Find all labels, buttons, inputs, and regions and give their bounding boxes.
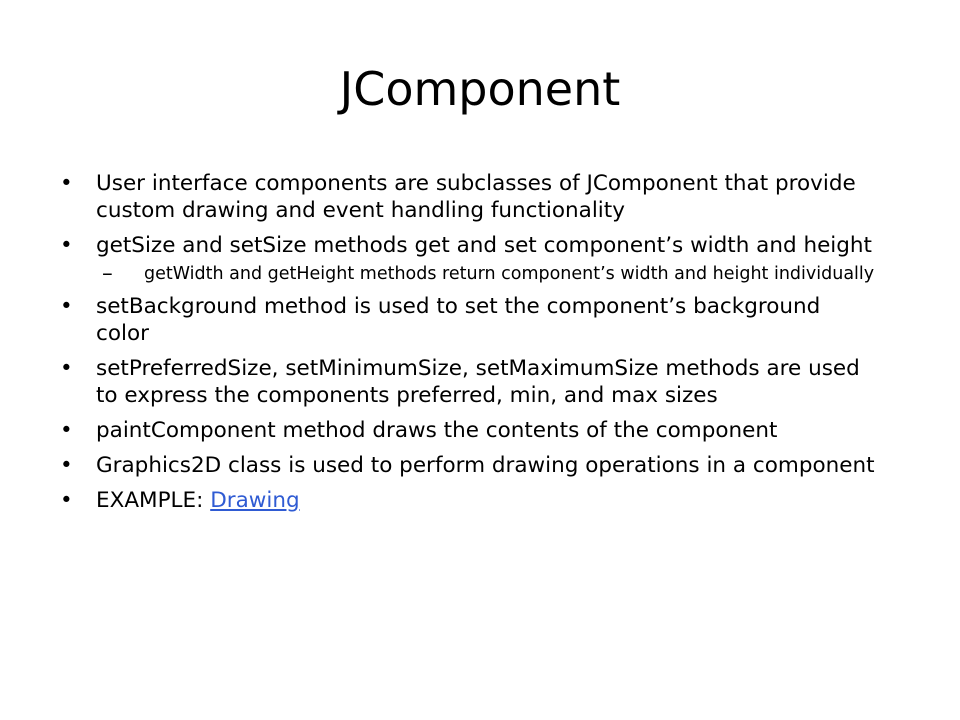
bullet-icon: • — [60, 356, 73, 381]
bullet-item — [56, 293, 876, 347]
bullet-text: getSize and setSize methods get and set component’s width and height — [96, 233, 872, 258]
bullet-item — [56, 232, 876, 285]
bullet-icon: • — [60, 418, 73, 443]
bullet-item — [56, 487, 876, 514]
bullet-text: User interface components are subclasses of JComponent that provide custom drawing and event handling functionality — [96, 171, 856, 223]
bullet-list — [56, 170, 876, 522]
bullet-icon: • — [60, 453, 73, 478]
bullet-text: Graphics2D class is used to perform drawing operations in a component — [96, 453, 875, 478]
bullet-icon: • — [60, 233, 73, 258]
sub-bullet-text: getWidth and getHeight methods return component’s width and height individually — [144, 264, 875, 284]
bullet-text: paintComponent method draws the contents of the component — [96, 418, 778, 443]
bullet-text: setBackground method is used to set the component’s background color — [96, 294, 821, 346]
bullet-item — [56, 452, 876, 479]
bullet-item — [56, 355, 876, 409]
sub-bullet-list — [96, 263, 876, 285]
bullet-icon: • — [60, 488, 73, 513]
bullet-item — [56, 417, 876, 444]
slide-title: JComponent — [339, 62, 621, 116]
sub-bullet-item — [102, 263, 876, 285]
bullet-item — [56, 170, 876, 224]
bullet-icon: • — [60, 294, 73, 319]
bullet-text: setPreferredSize, setMinimumSize, setMaximumSize methods are used to express the components preferred, min, and max sizes — [96, 356, 860, 408]
bullet-text: EXAMPLE: — [96, 488, 211, 513]
bullet-icon: • — [60, 171, 73, 196]
dash-icon: – — [102, 261, 113, 286]
drawing-link[interactable]: Drawing — [210, 488, 300, 513]
